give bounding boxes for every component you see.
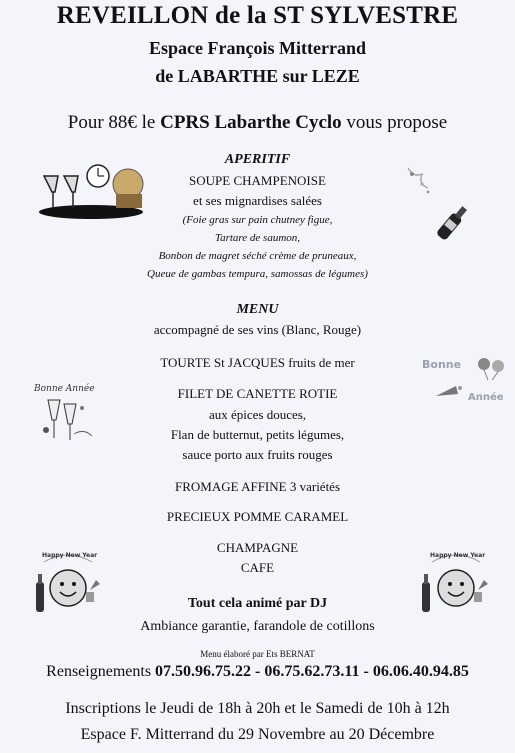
smiley-right-text: Happy New Year — [430, 552, 486, 559]
venue-line-2: de LABARTHE sur LEZE — [155, 66, 360, 86]
balloons-icon — [476, 356, 510, 380]
menu-heading: MENU — [236, 302, 279, 317]
menu-wines: accompagné de ses vins (Blanc, Rouge) — [153, 322, 362, 337]
offer-suffix: vous propose — [341, 112, 448, 133]
menu-cheese: FROMAGE AFFINE 3 variétés — [174, 479, 341, 494]
bonne-annee-right-icon — [422, 356, 514, 408]
aperitif-detail-3: Bonbon de magret séché crème de pruneaux, — [158, 250, 357, 262]
aperitif-detail-4: Queue de gambas tempura, samossas de légumes) — [147, 268, 368, 280]
aperitif-line-2: et ses mignardises salées — [193, 193, 322, 208]
smiley-left-text: Happy New Year — [42, 552, 98, 559]
entertainment-line-2: Ambiance garantie, farandole de cotillons — [140, 619, 375, 634]
champagne-glasses-icon — [36, 162, 146, 220]
annee-text: Année — [468, 392, 504, 403]
inscriptions-line: Inscriptions le Jeudi de 18h à 20h et le Samedi de 10h à 12h — [65, 700, 450, 717]
menu-drink-2: CAFE — [240, 560, 275, 575]
bonne-annee-card-icon — [34, 384, 114, 448]
page-title: REVEILLON de la ST SYLVESTRE — [56, 2, 459, 29]
champagne-flutes-icon — [34, 394, 114, 446]
champagne-bottle-icon — [402, 162, 468, 244]
party-horn-icon — [434, 380, 464, 402]
menu-credit: Menu élaboré par Ets BERNAT — [200, 649, 315, 659]
menu-course-2-detail-1: aux épices douces, — [208, 407, 307, 422]
info-phone-numbers: 07.50.96.75.22 - 06.75.62.73.11 - 06.06.40.94.85 — [155, 663, 469, 680]
entertainment-line-1: Tout cela animé par DJ — [187, 596, 328, 611]
offer-organizer: CPRS Labarthe Cyclo — [160, 112, 342, 133]
info-label: Renseignements — [46, 663, 156, 680]
menu-course-1: TOURTE St JACQUES fruits de mer — [160, 355, 355, 370]
happy-new-year-smiley-icon — [30, 546, 106, 620]
menu-dessert: PRECIEUX POMME CARAMEL — [166, 509, 349, 524]
aperitif-heading: APERITIF — [224, 152, 291, 167]
aperitif-detail-2: Tartare de saumon, — [214, 232, 301, 244]
info-line — [0, 663, 515, 681]
menu-course-2: FILET DE CANETTE ROTIE — [177, 386, 338, 401]
happy-new-year-smiley-right-icon — [416, 546, 494, 620]
bonne-annee-left-text: Bonne Année — [34, 384, 95, 394]
aperitif-detail-1: (Foie gras sur pain chutney figue, — [182, 214, 333, 226]
menu-drink-1: CHAMPAGNE — [216, 540, 299, 555]
inscriptions-line-2: Espace F. Mitterrand du 29 Novembre au 20 Décembre — [80, 726, 435, 743]
offer-line — [0, 112, 515, 134]
menu-course-2-detail-2: Flan de butternut, petits légumes, — [170, 427, 345, 442]
aperitif-line-1: SOUPE CHAMPENOISE — [189, 173, 326, 188]
venue-line-1: Espace François Mitterrand — [149, 38, 366, 58]
offer-prefix: Pour 88€ le — [67, 112, 161, 133]
menu-course-2-detail-3: sauce porto aux fruits rouges — [182, 447, 333, 462]
bonne-text: Bonne — [422, 358, 462, 371]
